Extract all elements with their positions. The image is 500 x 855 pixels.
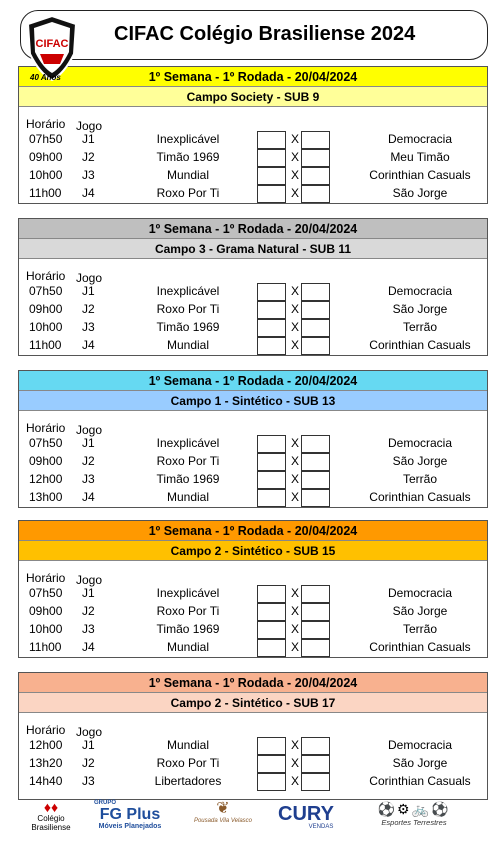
sponsor-colegio-label: Colégio Brasiliense [31,814,71,832]
column-header-time: Horário [26,117,66,131]
home-team: Roxo Por Ti [156,604,220,618]
home-score-box[interactable] [257,283,286,301]
home-score-box[interactable] [257,737,286,755]
sponsor-esportes [364,800,464,827]
away-team: São Jorge [392,756,448,770]
away-team: Democracia [387,436,453,450]
match-time: 09h00 [29,150,63,164]
away-team: Corinthian Casuals [369,774,471,788]
home-team: Roxo Por Ti [156,302,220,316]
sponsor-fgplus [90,800,170,831]
away-score-box[interactable] [301,167,330,185]
field-header: Campo 1 - Sintético - SUB 13 [19,391,487,411]
match-row [19,319,487,337]
logo-text: CIFAC [35,38,69,50]
away-score-box[interactable] [301,737,330,755]
sponsor-esportes-label: Esportes Terrestres [381,818,447,827]
away-team: São Jorge [392,454,448,468]
match-time: 07h50 [29,132,63,146]
match-row [19,737,487,755]
sponsor-cury [266,804,346,831]
sports-icons: ⚽⚙🚲⚽ [377,801,451,817]
match-row [19,621,487,639]
match-row [19,453,487,471]
title-banner [20,10,488,60]
away-team: Democracia [387,586,453,600]
versus-separator: X [291,284,300,298]
match-row [19,337,487,355]
versus-separator: X [291,302,300,316]
versus-separator: X [291,472,300,486]
column-header-time: Horário [26,421,66,435]
match-row [19,301,487,319]
match-game: J3 [82,472,95,486]
match-time: 07h50 [29,284,63,298]
home-score-box[interactable] [257,319,286,337]
match-row [19,167,487,185]
versus-separator: X [291,338,300,352]
sponsor-fgplus-sub: Móveis Planejados [98,823,162,830]
away-score-box[interactable] [301,131,330,149]
match-row [19,489,487,507]
schedule-section [18,370,488,508]
match-time: 11h00 [29,640,62,654]
column-header-game: Jogo [76,119,103,133]
home-team: Mundial [166,738,210,752]
field-header: Campo 2 - Sintético - SUB 17 [19,693,487,713]
away-score-box[interactable] [301,755,330,773]
column-header-game: Jogo [76,573,103,587]
match-time: 11h00 [29,338,62,352]
home-team: Roxo Por Ti [156,756,220,770]
home-team: Inexplicável [156,132,220,146]
field-header: Campo Society - SUB 9 [19,87,487,107]
versus-separator: X [291,640,300,654]
match-time: 10h00 [29,320,63,334]
sponsor-fgplus-main: FG Plus [99,806,161,823]
schedule-section [18,66,488,204]
home-team: Roxo Por Ti [156,186,220,200]
home-score-box[interactable] [257,185,286,203]
match-game: J1 [82,284,95,298]
home-score-box[interactable] [257,149,286,167]
page-title: CIFAC Colégio Brasiliense 2024 [114,23,416,45]
home-score-box[interactable] [257,167,286,185]
home-score-box[interactable] [257,489,286,507]
away-team: São Jorge [392,604,448,618]
column-header-time: Horário [26,269,66,283]
away-score-box[interactable] [301,489,330,507]
match-game: J2 [82,756,95,770]
versus-separator: X [291,150,300,164]
versus-separator: X [291,454,300,468]
match-time: 13h00 [29,490,63,504]
versus-separator: X [291,756,300,770]
away-team: Democracia [387,738,453,752]
home-score-box[interactable] [257,603,286,621]
away-score-box[interactable] [301,435,330,453]
match-game: J3 [82,774,95,788]
match-game: J4 [82,186,95,200]
match-game: J1 [82,738,95,752]
home-score-box[interactable] [257,301,286,319]
home-team: Mundial [166,640,210,654]
versus-separator: X [291,774,300,788]
away-team: Meu Timão [390,150,450,164]
schedule-section [18,672,488,800]
round-header: 1º Semana - 1º Rodada - 20/04/2024 [19,67,487,87]
match-game: J2 [82,604,95,618]
match-game: J2 [82,454,95,468]
away-score-box[interactable] [301,621,330,639]
match-game: J1 [82,132,95,146]
sponsors-bar [18,800,488,850]
versus-separator: X [291,586,300,600]
match-row [19,283,487,301]
versus-separator: X [291,490,300,504]
home-score-box[interactable] [257,453,286,471]
away-score-box[interactable] [301,283,330,301]
home-team: Inexplicável [156,436,220,450]
away-team: São Jorge [392,186,448,200]
sponsor-cury-main: CURY [278,803,334,825]
sponsor-colegio [26,800,76,832]
column-header-time: Horário [26,723,66,737]
round-header: 1º Semana - 1º Rodada - 20/04/2024 [19,371,487,391]
match-time: 07h50 [29,586,63,600]
field-header: Campo 2 - Sintético - SUB 15 [19,541,487,561]
sponsor-fgplus-top: GRUPO [94,800,117,806]
versus-separator: X [291,436,300,450]
away-score-box[interactable] [301,603,330,621]
round-header: 1º Semana - 1º Rodada - 20/04/2024 [19,219,487,239]
match-time: 09h00 [29,454,63,468]
match-time: 12h00 [29,472,63,486]
match-time: 13h20 [29,756,63,770]
match-row [19,639,487,657]
match-game: J2 [82,150,95,164]
versus-separator: X [291,186,300,200]
home-team: Timão 1969 [156,320,220,334]
match-game: J3 [82,320,95,334]
away-team: Terrão [402,320,437,334]
home-team: Timão 1969 [156,622,220,636]
home-score-box[interactable] [257,471,286,489]
home-team: Libertadores [154,774,222,788]
round-header: 1º Semana - 1º Rodada - 20/04/2024 [19,673,487,693]
round-header: 1º Semana - 1º Rodada - 20/04/2024 [19,521,487,541]
home-team: Inexplicável [156,586,220,600]
home-score-box[interactable] [257,621,286,639]
match-time: 10h00 [29,168,63,182]
sponsor-cury-sub: VENDAS [308,824,334,830]
match-row [19,435,487,453]
home-team: Timão 1969 [156,472,220,486]
away-score-box[interactable] [301,471,330,489]
home-team: Mundial [166,168,210,182]
away-score-box[interactable] [301,185,330,203]
home-team: Timão 1969 [156,150,220,164]
match-game: J1 [82,436,95,450]
versus-separator: X [291,738,300,752]
home-score-box[interactable] [257,131,286,149]
home-team: Inexplicável [156,284,220,298]
away-team: Democracia [387,132,453,146]
away-score-box[interactable] [301,453,330,471]
match-time: 09h00 [29,604,63,618]
away-score-box[interactable] [301,319,330,337]
match-game: J4 [82,640,95,654]
match-time: 07h50 [29,436,63,450]
away-team: Corinthian Casuals [369,640,471,654]
match-time: 12h00 [29,738,63,752]
logo-years: 40 Anos [30,73,61,82]
schedule-section [18,520,488,658]
home-team: Mundial [166,490,210,504]
home-team: Roxo Por Ti [156,454,220,468]
versus-separator: X [291,132,300,146]
home-team: Mundial [166,338,210,352]
match-time: 11h00 [29,186,62,200]
away-score-box[interactable] [301,301,330,319]
away-team: Terrão [402,472,437,486]
home-score-box[interactable] [257,639,286,657]
match-game: J3 [82,168,95,182]
away-score-box[interactable] [301,337,330,355]
sponsor-pousada-label: Pousada Vila Velasco [193,818,253,824]
versus-separator: X [291,168,300,182]
match-row [19,755,487,773]
match-row [19,471,487,489]
column-header-time: Horário [26,571,66,585]
match-game: J4 [82,338,95,352]
versus-separator: X [291,320,300,334]
match-game: J4 [82,490,95,504]
field-header: Campo 3 - Grama Natural - SUB 11 [19,239,487,259]
away-team: Democracia [387,284,453,298]
versus-separator: X [291,622,300,636]
match-time: 10h00 [29,622,63,636]
match-row [19,603,487,621]
schedule-section [18,218,488,356]
home-score-box[interactable] [257,337,286,355]
away-team: Corinthian Casuals [369,338,471,352]
match-row [19,185,487,203]
home-score-box[interactable] [257,773,286,791]
match-time: 09h00 [29,302,63,316]
away-score-box[interactable] [301,585,330,603]
pousada-icon: ❦ [216,800,230,817]
home-score-box[interactable] [257,435,286,453]
away-team: Corinthian Casuals [369,490,471,504]
match-time: 14h40 [29,774,63,788]
column-header-game: Jogo [76,423,103,437]
match-game: J2 [82,302,95,316]
match-game: J1 [82,586,95,600]
colegio-icon: ♦♦ [43,799,59,815]
match-row [19,131,487,149]
home-score-box[interactable] [257,755,286,773]
sponsor-pousada [188,800,258,825]
column-header-game: Jogo [76,725,103,739]
match-row [19,149,487,167]
away-score-box[interactable] [301,639,330,657]
match-row [19,773,487,791]
versus-separator: X [291,604,300,618]
away-score-box[interactable] [301,773,330,791]
column-header-game: Jogo [76,271,103,285]
match-row [19,585,487,603]
match-game: J3 [82,622,95,636]
away-team: Corinthian Casuals [369,168,471,182]
away-score-box[interactable] [301,149,330,167]
away-team: São Jorge [392,302,448,316]
away-team: Terrão [402,622,437,636]
home-score-box[interactable] [257,585,286,603]
